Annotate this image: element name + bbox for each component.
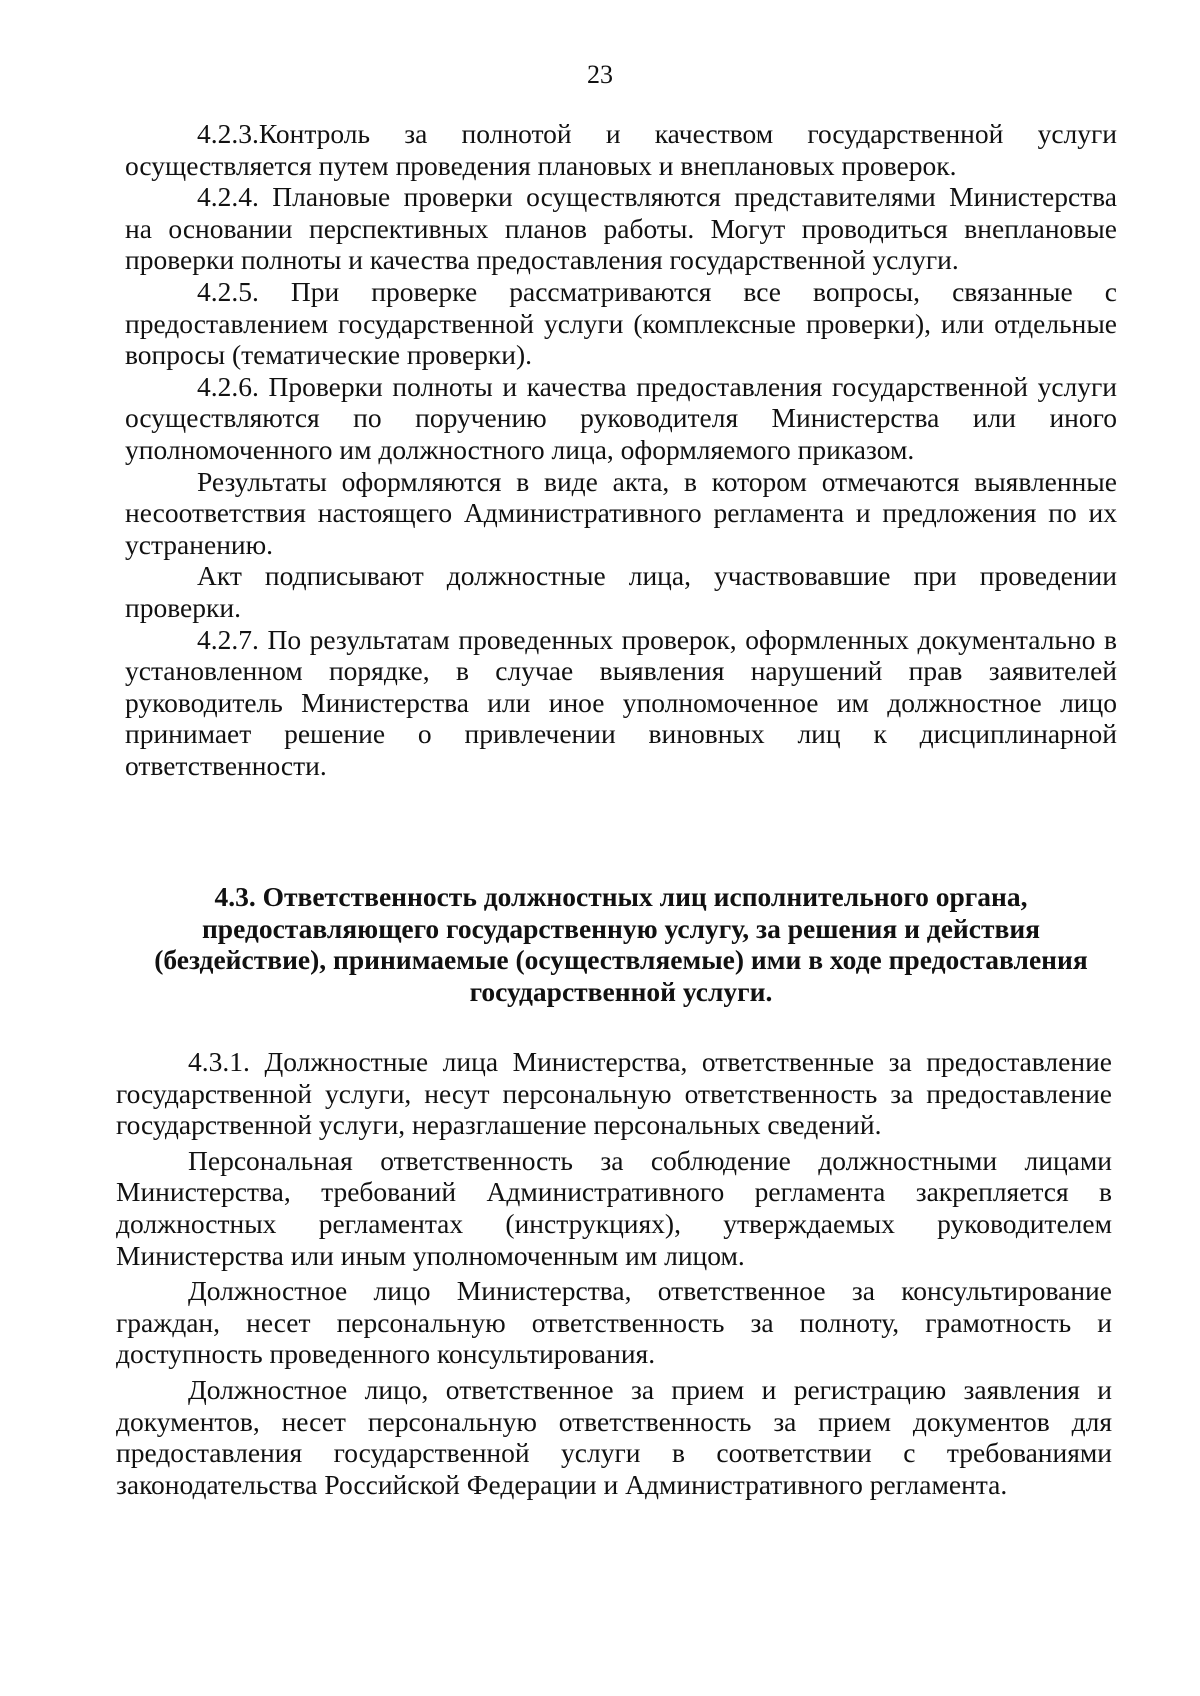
paragraph-results: Результаты оформляются в виде акта, в котором отмечаются выявленные несоответствия настоящего Административного регламента и предложения по их устранению. [125,465,1117,560]
paragraph-4-2-4: 4.2.4. Плановые проверки осуществляются представителями Министерства на основании перспективных планов работы. Могут проводиться внеплановые проверки полноты и качества предоставления государственной услуги. [125,181,1117,276]
paragraph-4-2-7: 4.2.7. По результатам проведенных проверок, оформленных документально в установленном порядке, в случае выявления нарушений прав заявителей руководитель Министерства или иное уполномоченное им должностное лицо принимает решение о привлечении виновных лиц к дисциплинарной ответственности. [125,623,1117,781]
section-4-2-body [125,118,1117,781]
paragraph-registration-official: Должностное лицо, ответственное за прием и регистрацию заявления и документов, несет персональную ответственность за прием документов для предоставления государственной услуги в соответствии с требованиями законодательства Российской Федерации и Административного регламента. [116,1373,1112,1500]
paragraph-4-2-5: 4.2.5. При проверке рассматриваются все вопросы, связанные с предоставлением государственной услуги (комплексные проверки), или отдельные вопросы (тематические проверки). [125,275,1117,371]
section-4-3-heading: 4.3. Ответственность должностных лиц исполнительного органа, предоставляющего государственную услугу, за решения и действия (бездействие), принимаемые (осуществляемые) ими в ходе предоставления государственной услуги. [154,881,1088,1007]
page-number: 23 [587,60,613,89]
paragraph-4-2-6: 4.2.6. Проверки полноты и качества предоставления государственной услуги осуществляются по поручению руководителя Министерства или иного уполномоченного им должностного лица, оформляемого приказом. [125,370,1117,465]
paragraph-consulting-official: Должностное лицо Министерства, ответственное за консультирование граждан, несет персональную ответственность за полноту, грамотность и доступность проведенного консультирования. [116,1275,1112,1370]
paragraph-4-3-1: 4.3.1. Должностные лица Министерства, ответственные за предоставление государственной услуги, несут персональную ответственность за предоставление государственной услуги, неразглашение персональных сведений. [116,1046,1112,1141]
paragraph-act: Акт подписывают должностные лица, участвовавшие при проведении проверки. [125,560,1117,623]
paragraph-4-2-3: 4.2.3.Контроль за полнотой и качеством государственной услуги осуществляется путем проведения плановых и внеплановых проверок. [125,118,1117,181]
section-4-3-body [116,1046,1112,1500]
paragraph-personal-responsibility: Персональная ответственность за соблюдение должностными лицами Министерства, требований Административного регламента закрепляется в должностных регламентах (инструкциях), утверждаемых руководителем Министерства или иным уполномоченным им лицом. [116,1144,1112,1271]
